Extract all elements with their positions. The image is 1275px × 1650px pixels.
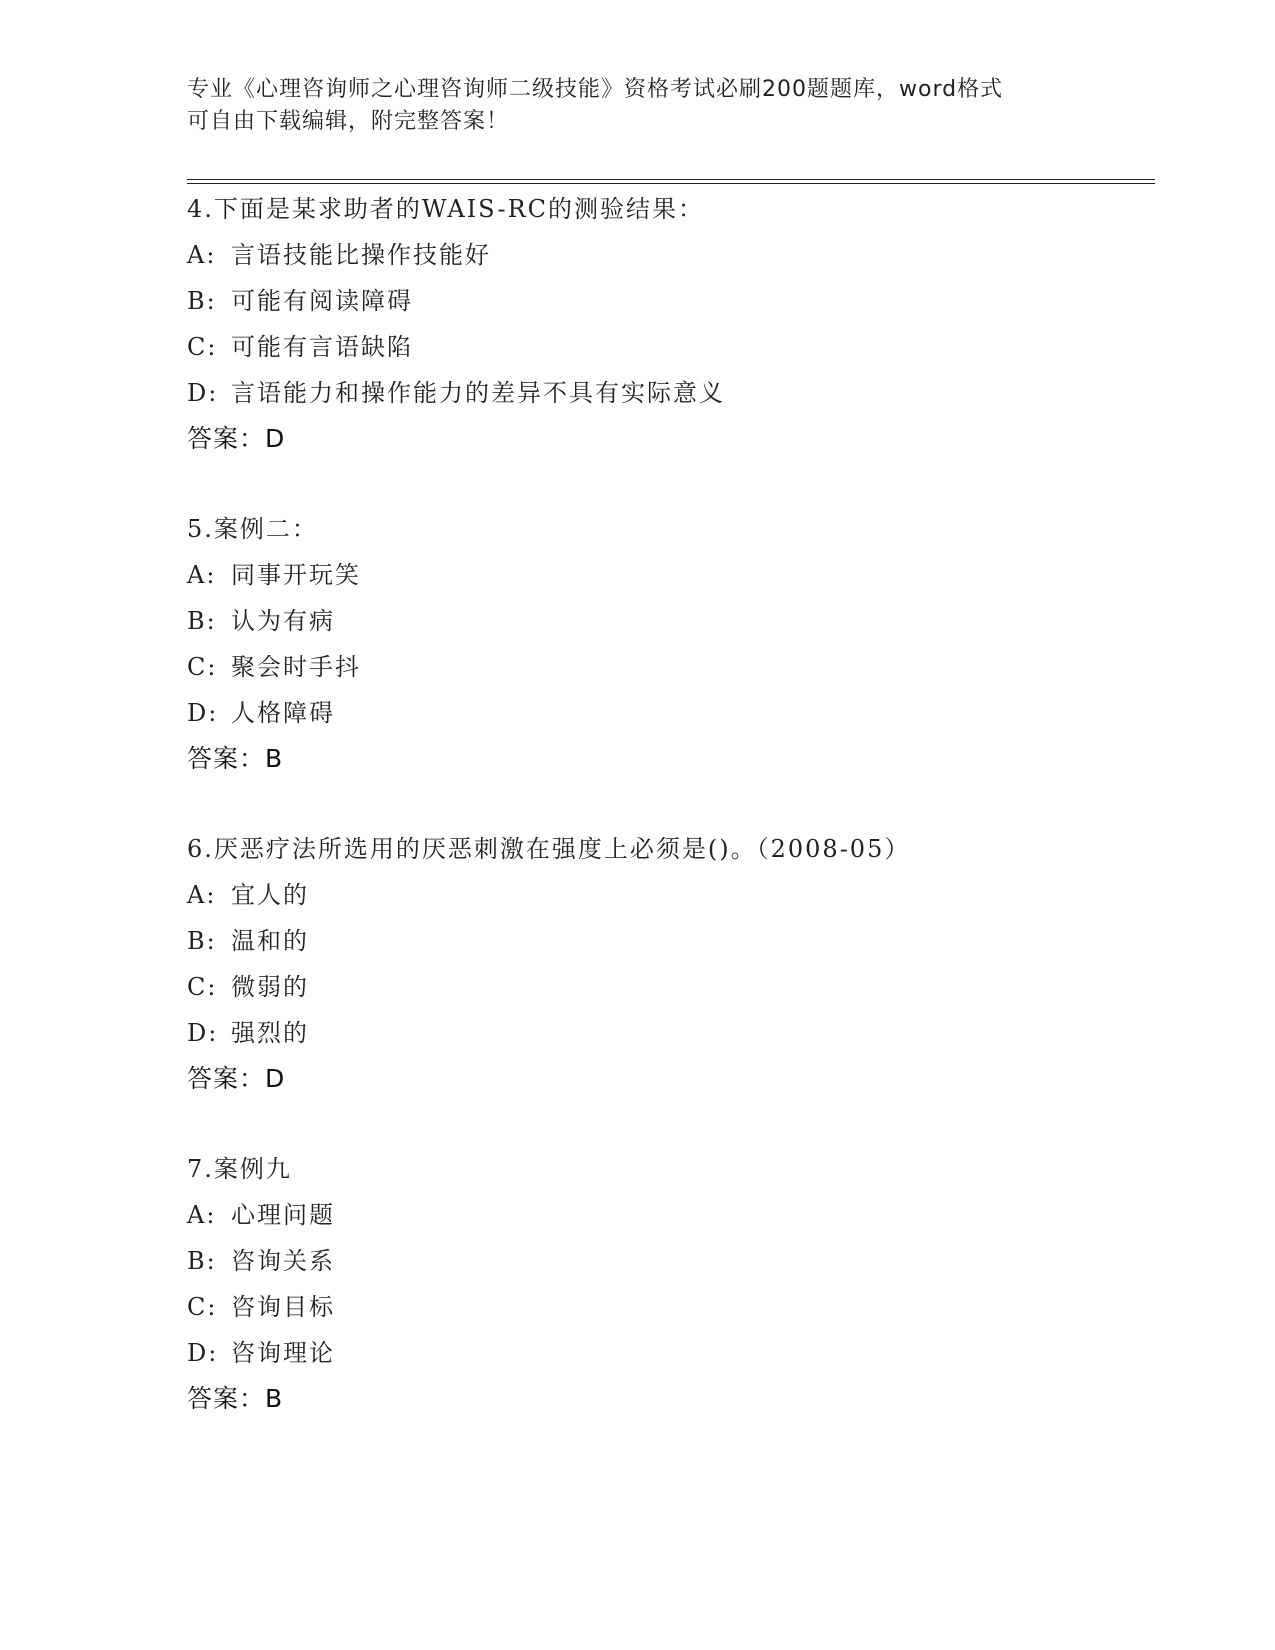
option-letter: C: (187, 973, 218, 1001)
option-letter: B: (187, 287, 217, 315)
option-d (187, 1010, 1155, 1056)
question-stem: 7.案例九 (187, 1155, 292, 1183)
header-line-2: 可自由下载编辑，附完整答案！ (187, 109, 510, 134)
option-d (187, 1330, 1155, 1376)
option-text: 咨询理论 (231, 1339, 335, 1367)
option-text: 可能有阅读障碍 (231, 287, 413, 315)
answer-line: 答案：D (187, 424, 286, 453)
option-a (187, 552, 1155, 598)
option-text: 心理问题 (231, 1201, 335, 1229)
question-stem: 5.案例二： (187, 515, 318, 543)
option-b (187, 598, 1155, 644)
option-c (187, 1284, 1155, 1330)
option-letter: A: (187, 241, 217, 269)
option-b (187, 1238, 1155, 1284)
question-list (187, 186, 1155, 1466)
option-letter: A: (187, 561, 217, 589)
answer-line: 答案：B (187, 1384, 284, 1413)
question-stem: 4.下面是某求助者的WAIS-RC的测验结果： (187, 195, 705, 223)
header-line-1: 专业《心理咨询师之心理咨询师二级技能》资格考试必刷200题题库，word格式 (187, 77, 1004, 102)
option-b (187, 278, 1155, 324)
question-stem: 6.厌恶疗法所选用的厌恶刺激在强度上必须是()。（2008-05） (187, 835, 911, 863)
header-divider-bottom (187, 183, 1155, 184)
option-letter: C: (187, 653, 218, 681)
option-letter: C: (187, 1293, 218, 1321)
option-c (187, 324, 1155, 370)
answer-line: 答案：B (187, 744, 284, 773)
option-letter: B: (187, 927, 217, 955)
option-letter: B: (187, 1247, 217, 1275)
option-letter: D: (187, 1019, 219, 1047)
option-letter: C: (187, 333, 218, 361)
option-b (187, 918, 1155, 964)
question-6 (187, 826, 1155, 1102)
document-header (187, 74, 1087, 138)
option-letter: D: (187, 379, 219, 407)
option-a (187, 1192, 1155, 1238)
option-a (187, 872, 1155, 918)
option-c (187, 644, 1155, 690)
option-text: 强烈的 (231, 1019, 309, 1047)
option-letter: A: (187, 1201, 217, 1229)
option-letter: A: (187, 881, 217, 909)
option-text: 宜人的 (231, 881, 309, 909)
option-letter: D: (187, 699, 219, 727)
answer-line: 答案：D (187, 1064, 286, 1093)
option-text: 同事开玩笑 (231, 561, 361, 589)
option-text: 微弱的 (231, 973, 309, 1001)
option-text: 温和的 (231, 927, 309, 955)
option-text: 咨询关系 (231, 1247, 335, 1275)
option-text: 咨询目标 (231, 1293, 335, 1321)
option-letter: B: (187, 607, 217, 635)
option-text: 认为有病 (231, 607, 335, 635)
option-text: 言语能力和操作能力的差异不具有实际意义 (231, 379, 725, 407)
option-text: 聚会时手抖 (231, 653, 361, 681)
option-text: 言语技能比操作技能好 (231, 241, 491, 269)
option-text: 可能有言语缺陷 (231, 333, 413, 361)
option-a (187, 232, 1155, 278)
option-text: 人格障碍 (231, 699, 335, 727)
option-d (187, 370, 1155, 416)
question-4 (187, 186, 1155, 462)
option-c (187, 964, 1155, 1010)
header-divider-top (187, 179, 1155, 180)
option-d (187, 690, 1155, 736)
option-letter: D: (187, 1339, 219, 1367)
question-7 (187, 1146, 1155, 1422)
question-5 (187, 506, 1155, 782)
